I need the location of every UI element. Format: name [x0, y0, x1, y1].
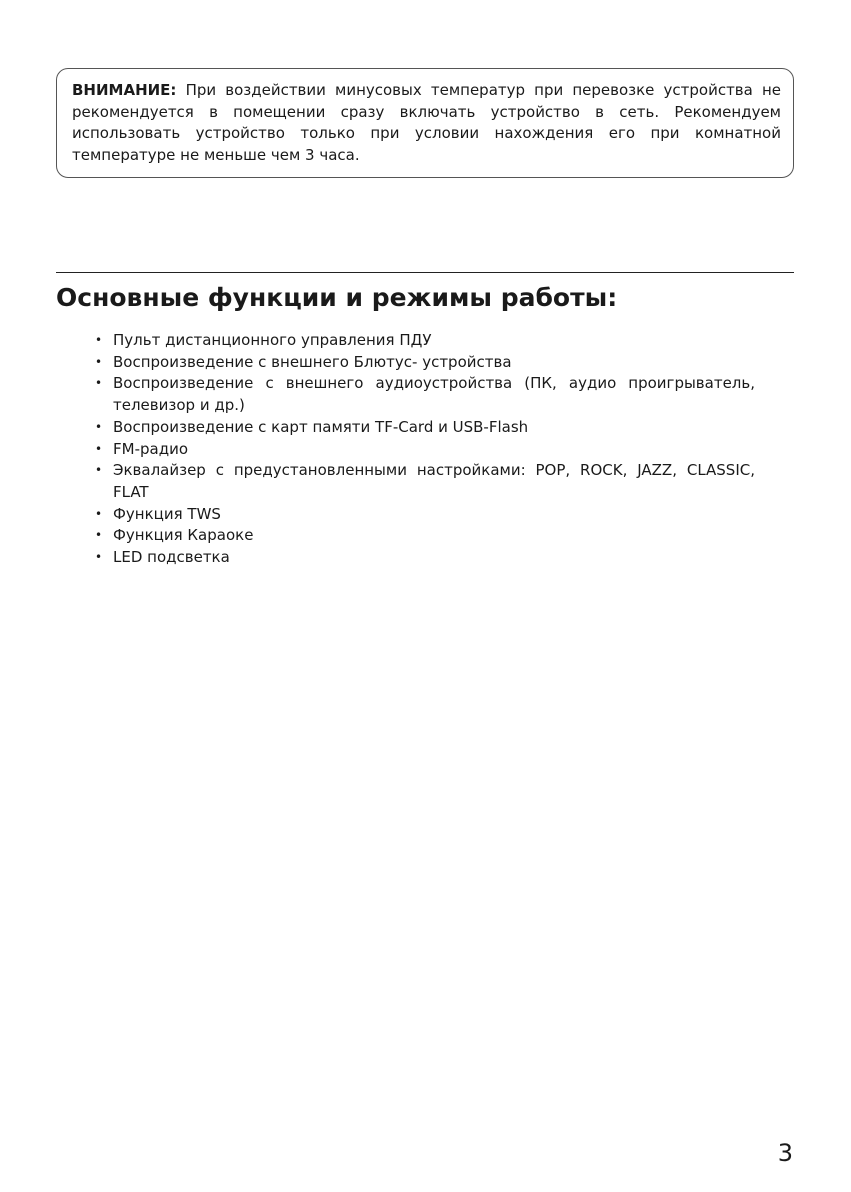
- list-item: • Эквалайзер с предустановленными настройками: POP, ROCK, JAZZ, CLASSIC, FLAT: [95, 461, 755, 501]
- section-title: Основные функции и режимы работы:: [56, 283, 618, 312]
- warning-text: При воздействии минусовых температур при перевозке устройства не рекомендуется в помещении сразу включать устройство в сеть. Рекомендуем использовать устройство только при условии нахождения его при комнатной температуре не меньше чем 3 часа.: [72, 81, 781, 164]
- list-item: • Воспроизведение с внешнего аудиоустройства (ПК, аудио проигрыватель, телевизор и др.): [95, 374, 755, 415]
- list-item: • FM-радио: [95, 439, 755, 461]
- list-item: • Воспроизведение с карт памяти TF-Card и USB-Flash: [95, 417, 755, 439]
- list-item: • Функция Караоке: [95, 525, 755, 547]
- bullet-icon: •: [95, 463, 103, 478]
- section-divider: [56, 272, 794, 273]
- bullet-icon: •: [95, 376, 103, 391]
- bullet-icon: •: [95, 528, 103, 543]
- list-item: • LED подсветка: [95, 547, 755, 569]
- list-item: • Функция TWS: [95, 504, 755, 526]
- bullet-icon: •: [95, 354, 103, 369]
- feature-list: [95, 330, 755, 569]
- bullet-icon: •: [95, 506, 103, 521]
- page-number: 3: [777, 1139, 793, 1167]
- warning-label: ВНИМАНИЕ:: [72, 81, 177, 99]
- bullet-icon: •: [95, 441, 103, 456]
- warning-box: [56, 68, 794, 178]
- bullet-icon: •: [95, 419, 103, 434]
- bullet-icon: •: [95, 333, 103, 347]
- list-item: • Воспроизведение с внешнего Блютус- устройства: [95, 352, 755, 374]
- bullet-icon: •: [95, 550, 103, 565]
- list-item: • Пульт дистанционного управления ПДУ: [95, 330, 755, 352]
